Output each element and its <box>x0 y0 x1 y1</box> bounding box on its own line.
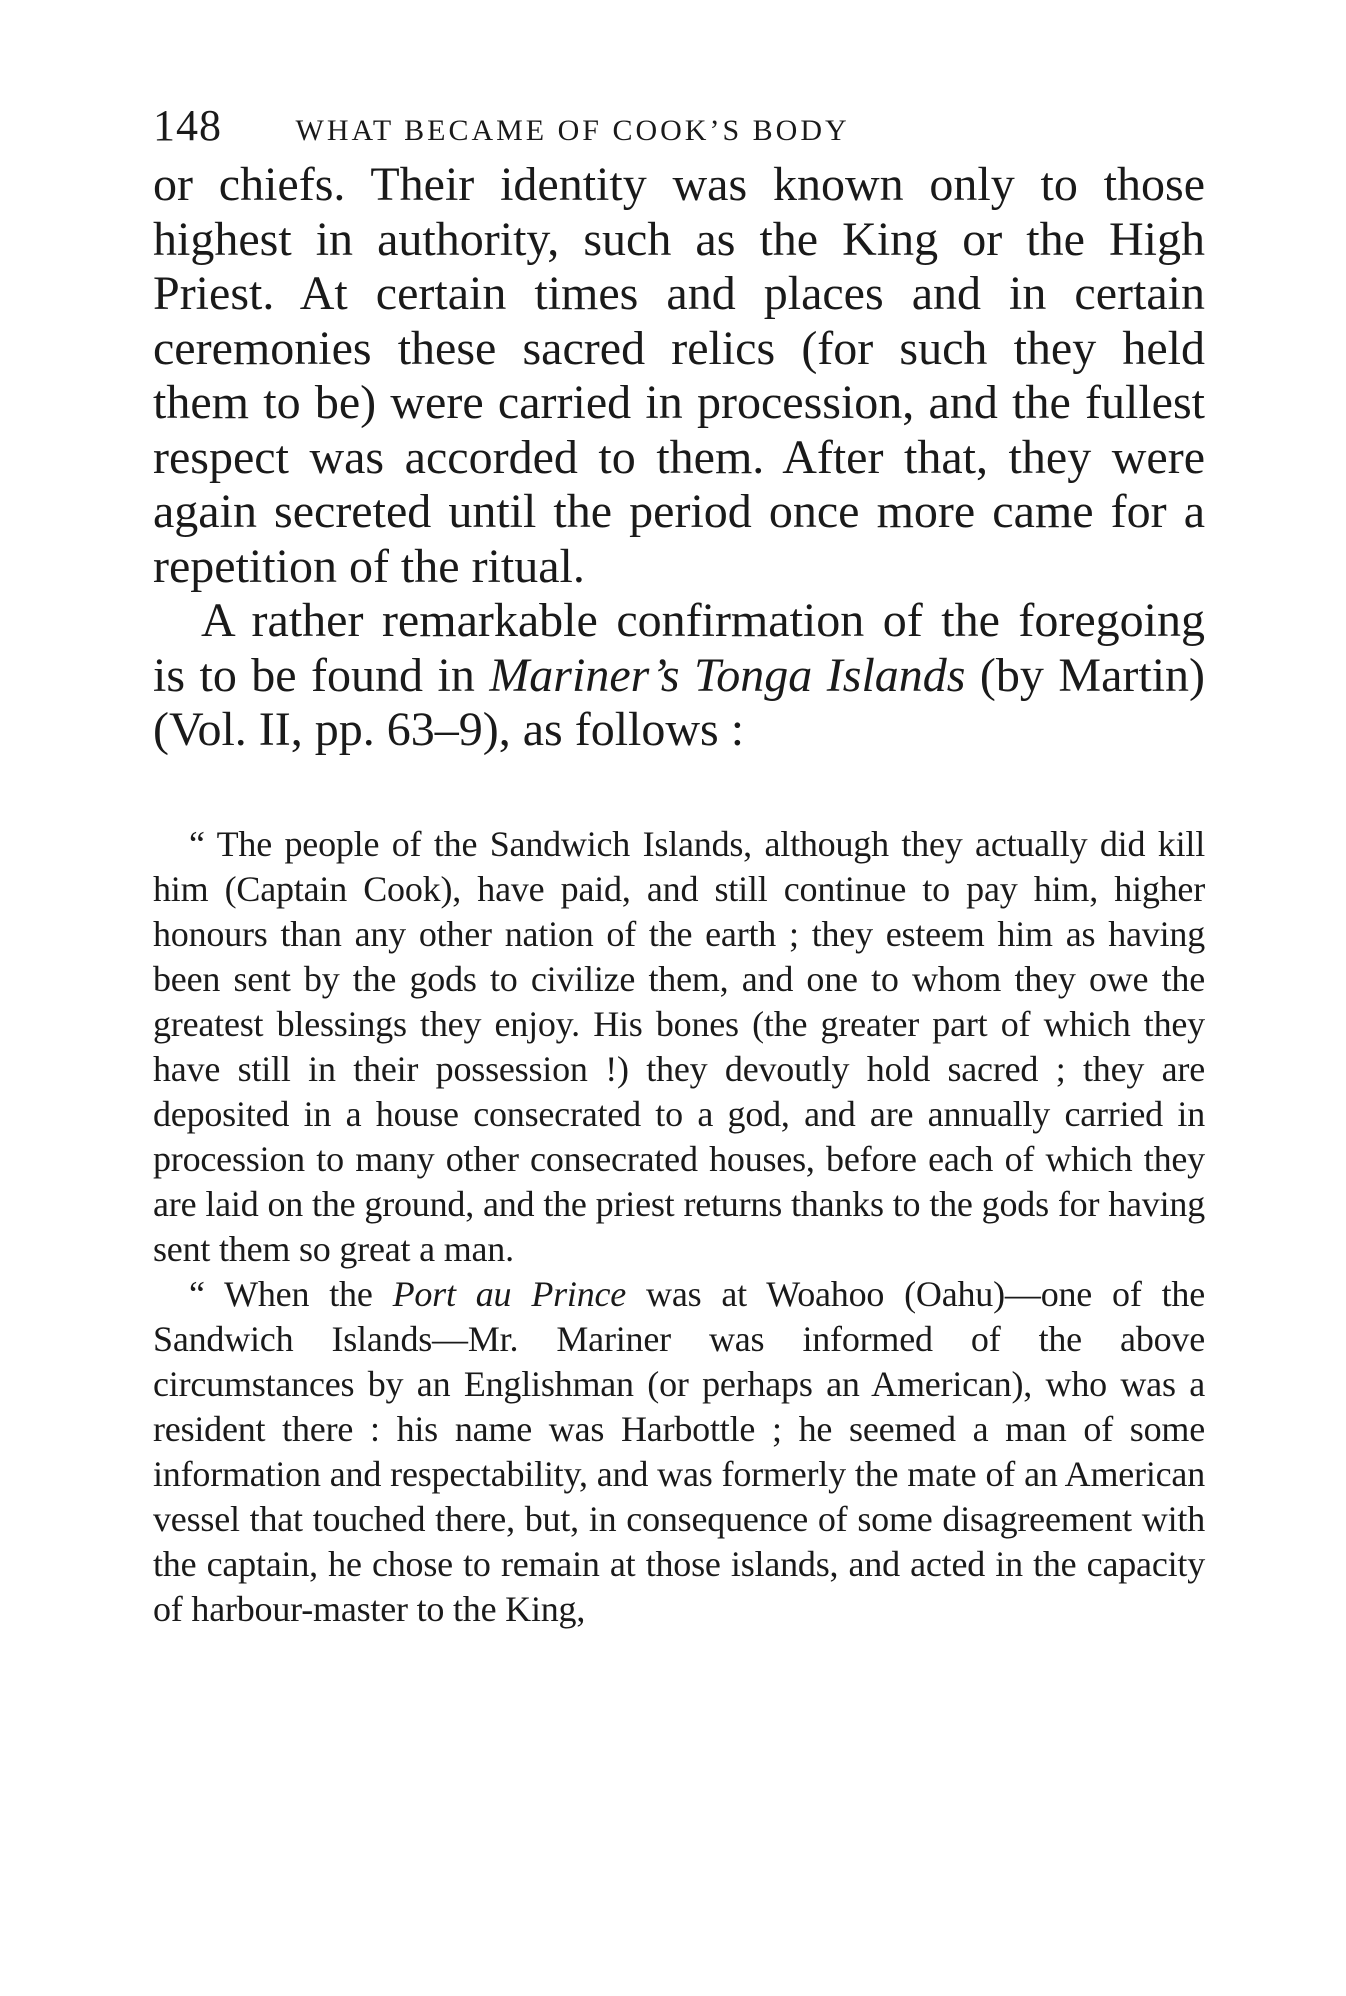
quote-text: “ When the <box>189 1273 393 1314</box>
paragraph-continued: or chiefs. Their identity was known only to those highest in authority, such as the King or the High Priest. At certain times and places and in certain ceremonies these sacred relics (for such they held them to be) were carried in procession, and the fullest respect was accorded to them. After that, they were again secreted until the period once more came for a repetition of the ritual. <box>153 158 1205 593</box>
quote-paragraph: “ The people of the Sandwich Islands, although they actually did kill him (Captain Cook), have paid, and still continue to pay him, higher honours than any other nation of the earth ; they esteem him as having been sent by the gods to civilize them, and one to whom they owe the greatest blessings they enjoy. His bones (the greater part of which they have still in their possession !) they devoutly hold sacred ; they are deposited in a house consecrated to a god, and are annually carried in procession to many other consecrated houses, before each of which they are laid on the ground, and the priest returns thanks to the gods for having sent them so great a man. <box>153 823 1205 1269</box>
book-title: Mariner’s Tonga Islands <box>489 648 966 702</box>
page-number: 148 <box>153 101 222 150</box>
quote-text: was at Woahoo (Oahu)—one of the Sandwich Islands—Mr. Mariner was informed of the above circumstances by an Englishman (or perhaps an American), who was a resident there : his name was Harbottle ; he seemed a man of some information and respectability, and was formerly the mate of an American vessel that touched there, but, in consequence of some disagreement with the captain, he chose to remain at those islands, and acted in the capacity of harbour-master to the King, <box>153 1273 1205 1629</box>
book-page <box>153 96 1205 1632</box>
running-title: WHAT BECAME OF COOK’S BODY <box>295 114 850 147</box>
quote-paragraph <box>153 1272 1205 1632</box>
ship-name: Port au Prince <box>392 1273 627 1314</box>
paragraph-text: (by Martin) (Vol. II, pp. 63–9), as follows : <box>153 648 1206 756</box>
running-head <box>153 96 1205 156</box>
block-quotation <box>153 822 1205 1632</box>
paragraph-confirmation <box>153 594 1205 758</box>
paragraph-text: A rather remarkable confirmation of the foregoing is to be found in <box>153 594 1205 702</box>
